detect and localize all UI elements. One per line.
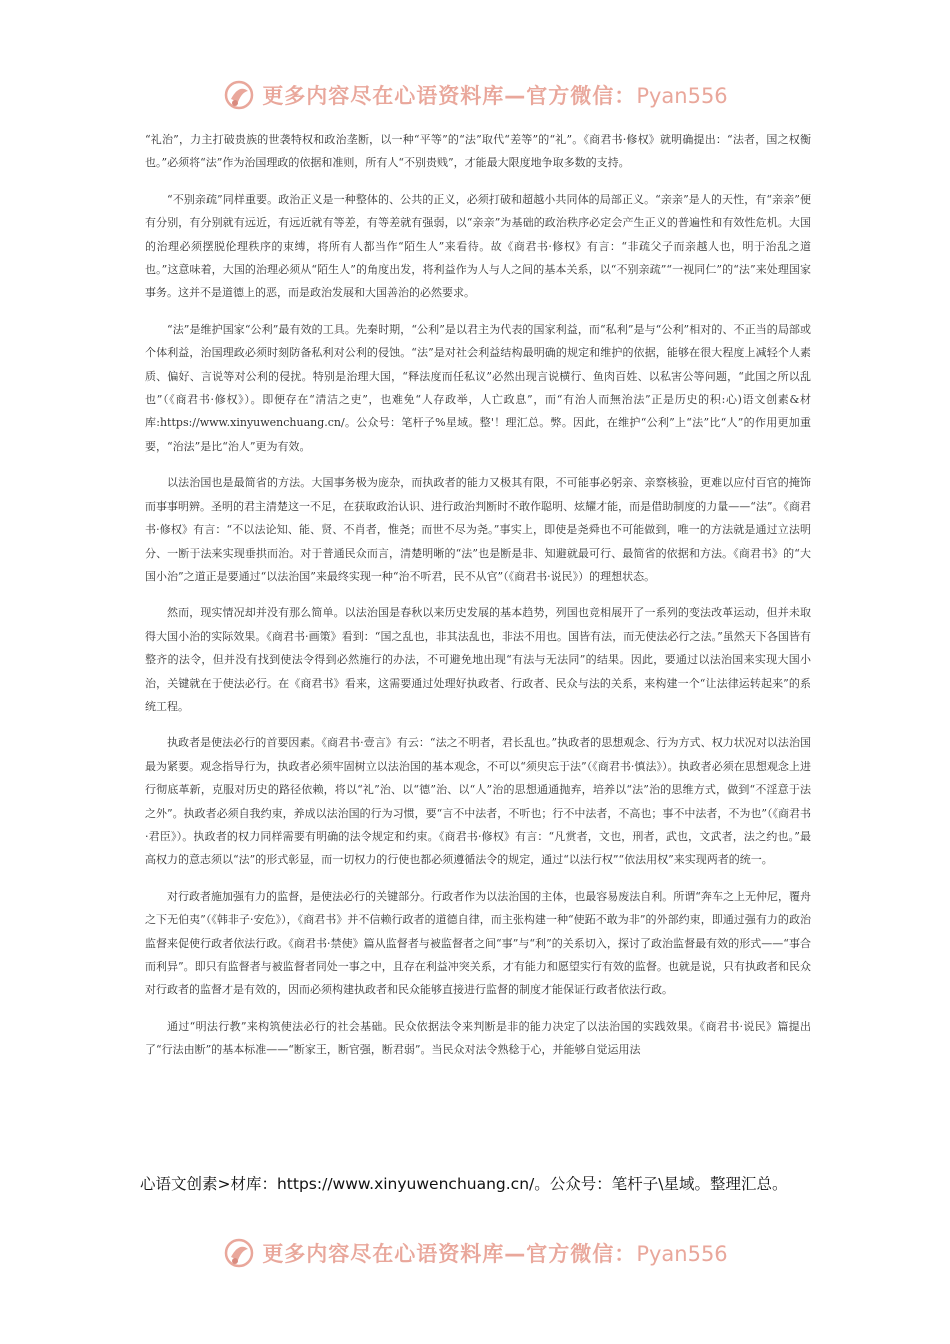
footer-banner bbox=[0, 1230, 950, 1276]
header-banner bbox=[0, 72, 950, 118]
paragraph: 执政者是使法必行的首要因素。《商君书·壹言》有云：“法之不明者，君长乱也。”执政者的思想观念、行为方式、权力状况对以法治国最为紧要。观念指导行为，执政者必须牢固树立以法治国的基本观念，不可以“须臾忘于法”（《商君书·慎法》）。执政者必须在思想观念上进行彻底革新，克服对历史的路径依赖，将以“礼”治、以“德”治、以“人”治的思想通通抛弃，培养以“法”治的思维方式，做到“不淫意于法之外”。执政者必须自我约束，养成以法治国的行为习惯，要“言不中法者，不听也；行不中法者，不高也；事不中法者，不为也”（《商君书·君臣》）。执政者的权力同样需要有明确的法令规定和约束。《商君书·修权》有言：“凡赏者，文也，刑者，武也，文武者，法之约也。”最高权力的意志须以“法”的形式彰显，而一切权力的行使也都必须遵循法令的规定，通过“以法行权”“依法用权”来实现两者的统一。 bbox=[145, 736, 811, 867]
paragraph: “不别亲疏”同样重要。政治正义是一种整体的、公共的正义，必须打破和超越小共同体的局部正义。“亲亲”是人的天性，有“亲亲”便有分别，有分别就有远近，有远近就有等差，有等差就有强弱，以“亲亲”为基础的政治秩序必定会产生正义的普遍性和有效性危机。大国的治理必须摆脱伦理秩序的束缚，将所有人都当作“陌生人”来看待。故《商君书·修权》有言：“非疏父子而亲越人也，明于治乱之道也。”这意味着，大国的治理必须从“陌生人”的角度出发，将利益作为人与人之间的基本关系，以“不别亲疏”“一视同仁”的“法”来处理国家事务。这并不是道德上的恶，而是政治发展和大国善治的必然要求。 bbox=[145, 192, 811, 300]
footer-source-line: 心语文创素>材库：https://www.xinyuwenchuang.cn/。公众号：笔杆子\星域。整理汇总。 bbox=[140, 1175, 788, 1193]
banner-brand: Pyan556 bbox=[636, 84, 728, 108]
paragraph: 然而，现实情况却并没有那么简单。以法治国是春秋以来历史发展的基本趋势，列国也竞相展开了一系列的变法改革运动，但并未取得大国小治的实际效果。《商君书·画策》看到：“国之乱也，非其法乱也，非法不用也。国皆有法，而无使法必行之法。”虽然天下各国皆有整齐的法令，但并没有找到使法令得到必然施行的办法，不可避免地出现“有法与无法同”的结果。因此，要通过以法治国来实现大国小治，关键就在于使法必行。在《商君书》看来，这需要通过处理好执政者、行政者、民众与法的关系，来构建一个“让法律运转起来”的系统工程。 bbox=[145, 606, 811, 713]
logo-icon bbox=[222, 1236, 256, 1270]
paragraph: “法”是维护国家“公利”最有效的工具。先秦时期，“公利”是以君主为代表的国家利益，而“私利”是与“公利”相对的、不正当的局部或个体利益，治国理政必须时刻防备私利对公利的侵蚀。“法”是对社会利益结构最明确的规定和维护的依据，能够在很大程度上减轻个人素质、偏好、言说等对公利的侵扰。特别是治理大国，“释法度而任私议”必然出现言说横行、鱼肉百姓、以私害公等问题，“此国之所以乱也”（《商君书·修权》）。即便存在“清洁之吏”，也难免“人存政举，人亡政息”，而“有治人而無治法”正是历史的积:心)语文创素&材库:https://www.xinyuwenchuang.cn/。公众号：笔杆子%星域。整'！理汇总。弊。因此，在维护“公利”上“法”比“人”的作用更加重要，“治法”是比“治人”更为有效。 bbox=[145, 322, 811, 453]
logo-icon bbox=[222, 78, 256, 112]
banner-text bbox=[262, 1238, 727, 1268]
banner-brand: Pyan556 bbox=[636, 1242, 728, 1266]
banner-text bbox=[262, 80, 727, 110]
banner-slogan: 更多内容尽在心语资料库—官方微信： bbox=[262, 1242, 637, 1266]
paragraph: “礼治”，力主打破贵族的世袭特权和政治垄断，以一种“平等”的“法”取代“差等”的“礼”。《商君书·修权》就明确提出：“法者，国之权衡也。”必须将“法”作为治国理政的依据和准则，所有人“不别贵贱”，才能最大限度地争取多数的支持。 bbox=[145, 133, 811, 170]
document-body bbox=[145, 128, 811, 1075]
paragraph: 对行政者施加强有力的监督，是使法必行的关键部分。行政者作为以法治国的主体，也最容易废法自利。所谓“奔车之上无仲尼，覆舟之下无伯夷”（《韩非子·安危》），《商君书》并不信赖行政者的道德自律，而主张构建一种“使跖不敢为非”的外部约束，即通过强有力的政治监督来促使行政者依法行政。《商君书·禁使》篇从监督者与被监督者之间“事”与“利”的关系切入，探讨了政治监督最有效的形式——“事合而利异”。即只有监督者与被监督者同处一事之中，且存在利益冲突关系，才有能力和愿望实行有效的监督。也就是说，只有执政者和民众对行政者的监督才是有效的，因而必须构建执政者和民众能够直接进行监督的制度才能保证行政者依法行政。 bbox=[145, 889, 811, 997]
paragraph: 以法治国也是最简省的方法。大国事务极为庞杂，而执政者的能力又极其有限，不可能事必躬亲、亲察核验，更难以应付百官的掩饰而事事明辨。圣明的君主清楚这一不足，在获取政治认识、进行政治判断时不敢作聪明、炫耀才能，而是借助制度的力量——“法”。《商君书·修权》有言：“不以法论知、能、贤、不肖者，惟尧；而世不尽为尧。”事实上，即使是尧舜也不可能做到，唯一的方法就是通过立法明分、一断于法来实现垂拱而治。对于普通民众而言，清楚明晰的“法”也是断是非、知避就最可行、最简省的依据和方法。《商君书》的“大国小治”之道正是要通过“以法治国”来最终实现一种“治不听君，民不从官”（《商君书·说民》）的理想状态。 bbox=[145, 476, 811, 583]
paragraph: 通过“明法行教”来构筑使法必行的社会基础。民众依据法令来判断是非的能力决定了以法治国的实践效果。《商君书·说民》篇提出了“行法由断”的基本标准——“断家王，断官强，断君弱”。当民众对法令熟稔于心，并能够自觉运用法 bbox=[145, 1019, 811, 1057]
banner-slogan: 更多内容尽在心语资料库—官方微信： bbox=[262, 84, 637, 108]
